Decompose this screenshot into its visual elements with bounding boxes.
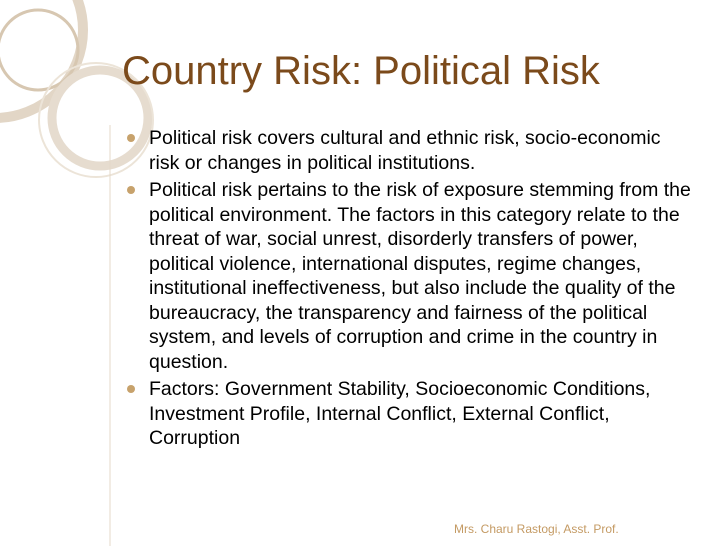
footer-author: Mrs. Charu Rastogi, Asst. Prof. [454, 522, 619, 536]
bullet-item [127, 126, 693, 175]
bullet-dot-icon [127, 385, 135, 393]
bullet-list [127, 126, 693, 454]
bullet-dot-icon [127, 134, 135, 142]
slide-title: Country Risk: Political Risk [122, 49, 600, 93]
bullet-text: Political risk pertains to the risk of exposure stemming from the political environment. The factors in this category relate to the threat of war, social unrest, disorderly transfers of power, political violence, international disputes, regime changes, institutional ineffectiveness, but also include the quality of the bureaucracy, the transparency and fairness of the political system, and levels of corruption and crime in the country in question. [149, 179, 691, 373]
bullet-dot-icon [127, 186, 135, 194]
bullet-text: Political risk covers cultural and ethnic risk, socio-economic risk or changes in political institutions. [149, 127, 661, 174]
bullet-item [127, 178, 693, 374]
bullet-item [127, 377, 693, 451]
bullet-text: Factors: Government Stability, Socioeconomic Conditions, Investment Profile, Internal Conflict, External Conflict, Corruption [149, 378, 651, 449]
